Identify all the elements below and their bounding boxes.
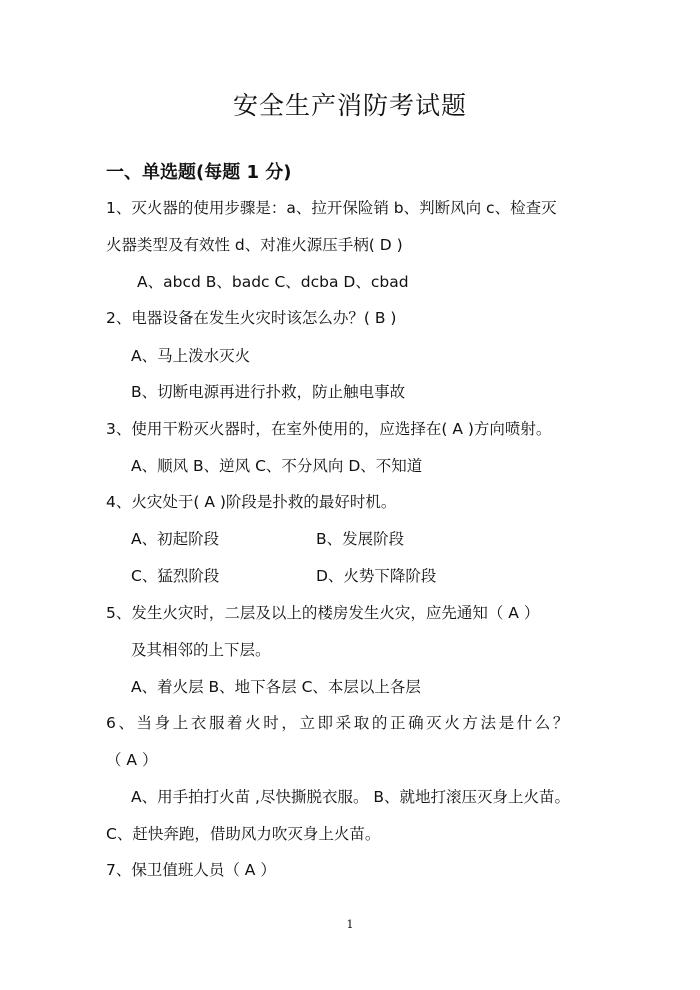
question-2-option-b: B、切断电源再进行扑救，防止触电事故 bbox=[131, 383, 406, 401]
question-4-option-a: A、初起阶段 bbox=[131, 530, 220, 548]
question-2-option-a: A、马上泼水灭火 bbox=[131, 347, 251, 365]
question-4-option-b: B、发展阶段 bbox=[316, 530, 405, 548]
question-6-line-1: 6、当身上衣服着火时，立即采取的正确灭火方法是什么？ bbox=[106, 714, 571, 732]
question-3-options: A、顺风 B、逆风 C、不分风向 D、不知道 bbox=[131, 457, 423, 475]
question-5-line-1: 5、发生火灾时，二层及以上的楼房发生火灾，应先通知（ A ） bbox=[106, 604, 540, 622]
question-4-option-c: C、猛烈阶段 bbox=[131, 567, 220, 585]
question-2: 2、电器设备在发生火灾时该怎么办？( B ) bbox=[106, 309, 397, 327]
question-4: 4、火灾处于( A )阶段是扑救的最好时机。 bbox=[106, 493, 397, 511]
question-5-options: A、着火层 B、地下各层 C、本层以上各层 bbox=[131, 678, 421, 696]
question-1-options: A、abcd B、badc C、dcba D、cbad bbox=[137, 273, 409, 291]
question-1-line-2: 火器类型及有效性 d、对准火源压手柄( D ) bbox=[106, 236, 403, 254]
question-3: 3、使用干粉灭火器时，在室外使用的，应选择在( A )方向喷射。 bbox=[106, 420, 552, 438]
page-number: 1 bbox=[346, 918, 354, 931]
question-4-option-d: D、火势下降阶段 bbox=[316, 567, 437, 585]
page-title: 安全生产消防考试题 bbox=[232, 91, 467, 120]
section-heading: 一、单选题(每题 1 分) bbox=[106, 162, 292, 183]
question-7: 7、保卫值班人员（ A ） bbox=[106, 861, 276, 879]
question-6-option-c: C、赶快奔跑，借助风力吹灭身上火苗。 bbox=[106, 825, 381, 843]
question-6-answer: （ A ） bbox=[106, 751, 158, 769]
question-6-options-ab: A、用手拍打火苗 ,尽快撕脱衣服。 B、就地打滚压灭身上火苗。 bbox=[131, 788, 571, 806]
question-1-line-1: 1、灭火器的使用步骤是：a、拉开保险销 b、判断风向 c、检查灭 bbox=[106, 199, 557, 217]
question-5-line-2: 及其相邻的上下层。 bbox=[131, 641, 271, 659]
